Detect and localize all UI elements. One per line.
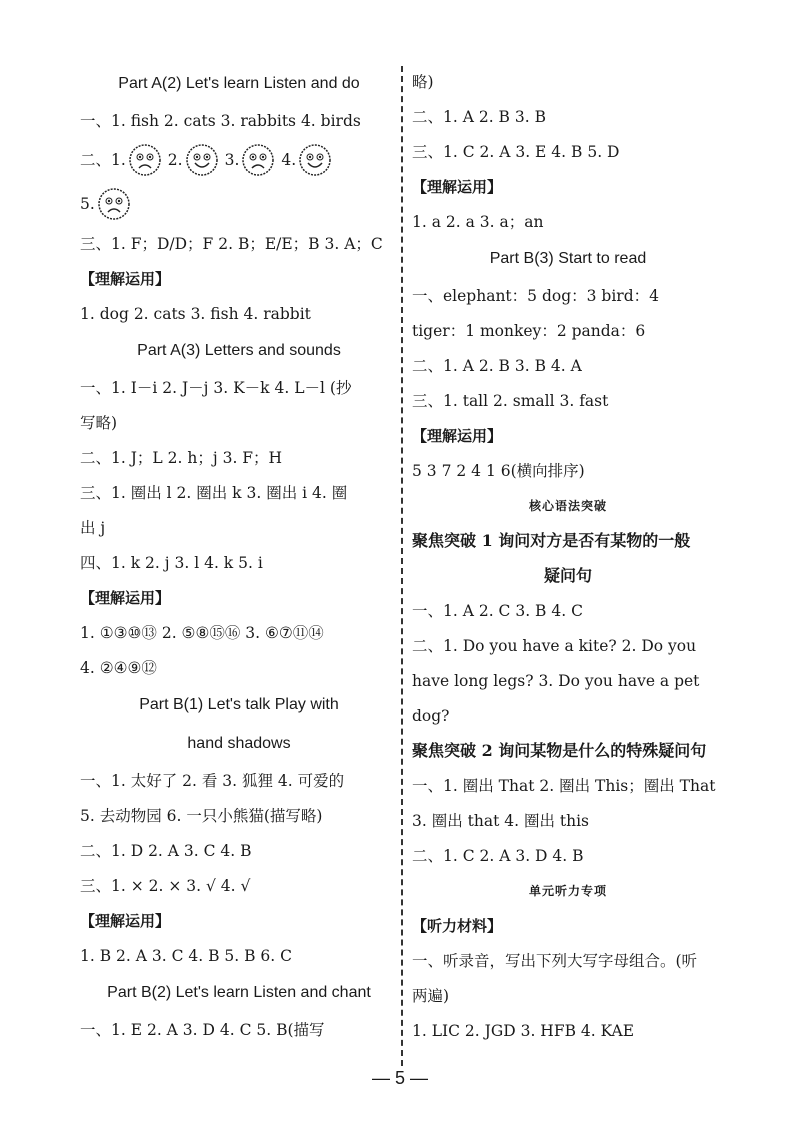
faces-row-2	[80, 182, 398, 226]
answer-line: 一、1. A 2. C 3. B 4. C	[412, 601, 583, 620]
section-heading-b3: Part B(3) Start to read	[489, 249, 647, 267]
answer-label: 5.	[80, 195, 95, 213]
answer-label: 二、1.	[80, 151, 126, 169]
focus-heading-2: 聚焦突破 2 询问某物是什么的特殊疑问句	[412, 740, 707, 760]
answer-line: 1. dog 2. cats 3. fish 4. rabbit	[80, 304, 311, 323]
answer-line: 二、1. Do you have a kite? 2. Do you	[412, 636, 697, 655]
happy-face-icon	[298, 143, 332, 177]
answer-label: 3.	[224, 151, 240, 169]
answer-line: have long legs? 3. Do you have a pet	[412, 671, 700, 690]
answer-line: 三、1. 圈出 l 2. 圈出 k 3. 圈出 i 4. 圈	[80, 483, 348, 502]
answer-line: 三、1. C 2. A 3. E 4. B 5. D	[412, 142, 620, 161]
sad-face-icon	[128, 143, 162, 177]
answer-line: 略)	[412, 72, 434, 91]
answer-line: 出 j	[80, 518, 106, 537]
answer-line: 三、1. F；D/D；F 2. B；E/E；B 3. A；C	[80, 234, 383, 253]
answer-line: 5 3 7 2 4 1 6(横向排序)	[412, 461, 585, 480]
answer-line: 1. LIC 2. JGD 3. HFB 4. KAE	[412, 1021, 635, 1040]
answer-line: 一、听录音，写出下列大写字母组合。(听	[412, 951, 698, 970]
answer-line: 一、1. 太好了 2. 看 3. 狐狸 4. 可爱的	[80, 771, 345, 790]
section-heading-a3: Part A(3) Letters and sounds	[137, 341, 341, 359]
focus-heading-1: 聚焦突破 1 询问对方是否有某物的一般	[412, 530, 691, 550]
answer-line: 1. ①③⑩⑬ 2. ⑤⑧⑮⑯ 3. ⑥⑦⑪⑭	[80, 623, 324, 642]
answer-line: 两遍)	[412, 986, 450, 1005]
answer-line: 二、1. J；L 2. h；j 3. F；H	[80, 448, 283, 467]
focus-heading-1-cont: 疑问句	[543, 565, 592, 585]
answer-line: 3. 圈出 that 4. 圈出 this	[412, 811, 590, 830]
bracket-heading: 【理解运用】	[80, 269, 171, 288]
answer-label: 4.	[281, 151, 297, 169]
answer-line: 4. ②④⑨⑫	[80, 658, 157, 677]
answer-line: 一、1. fish 2. cats 3. rabbits 4. birds	[80, 111, 361, 130]
answer-line: 三、1. × 2. × 3. √ 4. √	[80, 876, 251, 895]
column-divider	[401, 66, 403, 1066]
answer-line: 写略)	[80, 413, 118, 432]
faces-row-1	[80, 138, 398, 182]
answer-line: 一、1. 圈出 That 2. 圈出 This；圈出 That	[412, 776, 716, 795]
answer-line: 二、1. A 2. B 3. B 4. A	[412, 356, 582, 375]
answer-line: 二、1. D 2. A 3. C 4. B	[80, 841, 252, 860]
section-heading-b2: Part B(2) Let's learn Listen and chant	[107, 983, 371, 1001]
answer-line: 二、1. C 2. A 3. D 4. B	[412, 846, 584, 865]
sad-face-icon	[97, 187, 131, 221]
grammar-title: 核心语法突破	[528, 498, 607, 513]
answer-line: 一、elephant：5 dog：3 bird：4	[412, 286, 659, 305]
bracket-heading: 【听力材料】	[412, 916, 503, 935]
answer-line: 四、1. k 2. j 3. l 4. k 5. i	[80, 553, 263, 572]
answer-line: 二、1. A 2. B 3. B	[412, 107, 546, 126]
left-column	[80, 64, 398, 1047]
answer-line: 一、1. E 2. A 3. D 4. C 5. B(描写	[80, 1020, 325, 1039]
answer-line: tiger：1 monkey：2 panda：6	[412, 321, 646, 340]
page-number: — 5 —	[371, 1068, 428, 1088]
answer-line: 三、1. tall 2. small 3. fast	[412, 391, 609, 410]
answer-line: 一、1. I－i 2. J－j 3. K－k 4. L－l (抄	[80, 378, 352, 397]
bracket-heading: 【理解运用】	[80, 588, 171, 607]
bracket-heading: 【理解运用】	[412, 426, 503, 445]
answer-line: 5. 去动物园 6. 一只小熊猫(描写略)	[80, 806, 323, 825]
answer-line: 1. a 2. a 3. a；an	[412, 212, 544, 231]
happy-face-icon	[185, 143, 219, 177]
answer-line: dog?	[412, 706, 450, 725]
listening-title: 单元听力专项	[528, 883, 607, 898]
section-heading-a2: Part A(2) Let's learn Listen and do	[118, 74, 360, 92]
sad-face-icon	[241, 143, 275, 177]
section-heading-b1-cont: hand shadows	[187, 734, 291, 752]
bracket-heading: 【理解运用】	[80, 911, 171, 930]
right-column	[412, 64, 724, 1048]
section-heading-b1: Part B(1) Let's talk Play with	[139, 695, 339, 713]
answer-label: 2.	[167, 151, 183, 169]
answer-line: 1. B 2. A 3. C 4. B 5. B 6. C	[80, 946, 293, 965]
bracket-heading: 【理解运用】	[412, 177, 503, 196]
